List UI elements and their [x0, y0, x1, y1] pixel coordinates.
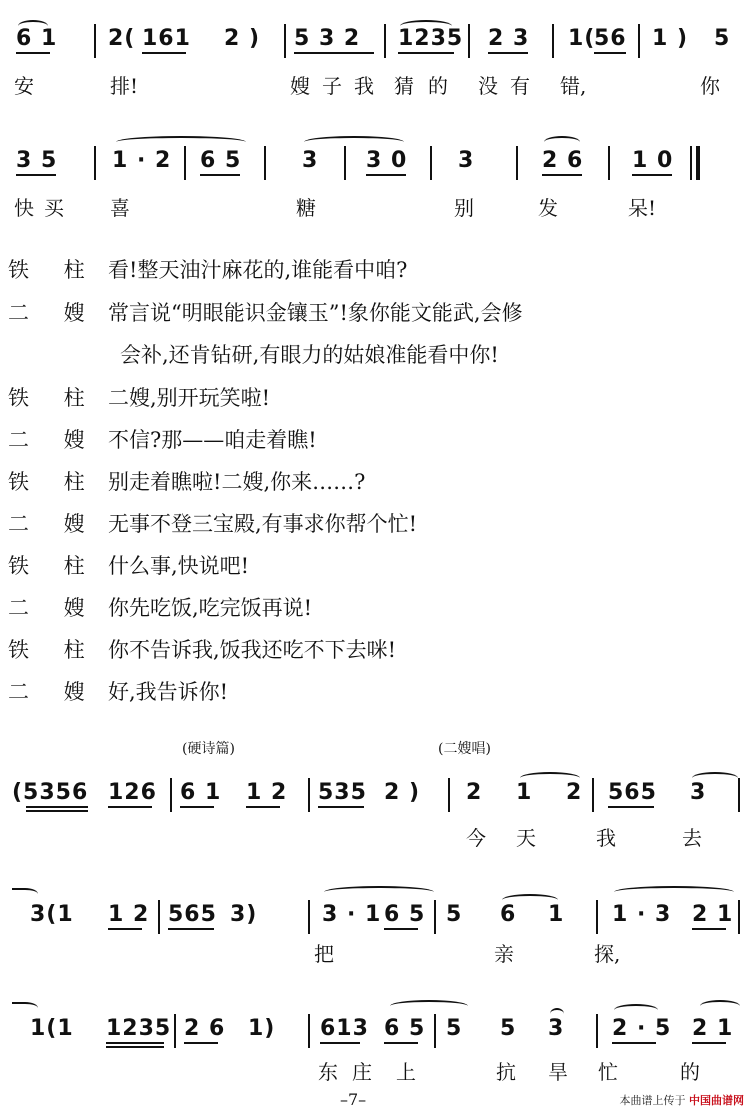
lyric: 排! — [110, 74, 139, 98]
note-group: 3 0 — [366, 148, 408, 173]
note-group: 2( — [108, 26, 136, 51]
note-group: 6 1 — [180, 780, 222, 805]
underline — [106, 1046, 164, 1048]
underline — [488, 52, 528, 54]
note-group: 3(1 — [30, 902, 74, 927]
lyric: 猜 — [394, 74, 414, 98]
dialogue-line — [8, 592, 312, 622]
note-group: 2 6 — [184, 1016, 226, 1041]
underline — [16, 174, 56, 176]
note-group: 1 · 3 — [612, 902, 672, 927]
barline — [184, 146, 186, 180]
line-text: 你先吃饭,吃完饭再说! — [108, 596, 313, 620]
note-group: 2 ) — [384, 780, 421, 805]
speaker: 二 嫂 — [8, 428, 99, 452]
note-group: 126 — [108, 780, 157, 805]
note-group: 3 — [302, 148, 319, 173]
underline — [608, 806, 654, 808]
barline — [308, 1014, 310, 1048]
slur — [614, 1004, 658, 1016]
underline — [594, 52, 626, 54]
note-group: 2 — [566, 780, 583, 805]
speaker: 铁 柱 — [8, 258, 99, 282]
barline — [738, 778, 740, 812]
note-group: 2 — [466, 780, 483, 805]
score-row-5 — [12, 1008, 742, 1048]
lyric: 旱 — [548, 1060, 568, 1084]
barline — [516, 146, 518, 180]
dialogue-line — [8, 382, 270, 412]
lyric: 把 — [314, 942, 334, 966]
note-group: 5 — [714, 26, 731, 51]
underline — [142, 52, 186, 54]
note-group: 1 ) — [652, 26, 689, 51]
line-text: 不信?那——咱走着瞧! — [108, 428, 317, 452]
lyric: 买 — [44, 196, 64, 220]
underline — [180, 806, 214, 808]
slur — [614, 886, 734, 898]
underline — [384, 1042, 418, 1044]
underline — [398, 52, 454, 54]
slur — [18, 20, 48, 32]
barline — [592, 778, 594, 812]
lyric: 抗 — [496, 1060, 516, 1084]
lyric: 嫂 — [290, 74, 310, 98]
slur — [550, 1008, 564, 1020]
lyric: 发 — [538, 196, 558, 220]
line-text: 好,我告诉你! — [108, 680, 229, 704]
barline — [94, 24, 96, 58]
lyric: 东 — [318, 1060, 338, 1084]
underline — [384, 928, 418, 930]
note-group: 6 1 — [16, 26, 58, 51]
note-group: 1( — [568, 26, 596, 51]
note-group: 5 — [500, 1016, 517, 1041]
slur — [304, 136, 404, 148]
underline — [26, 806, 88, 808]
speaker: 铁 柱 — [8, 470, 99, 494]
note-group: 565 — [168, 902, 217, 927]
lyric: 忙 — [598, 1060, 618, 1084]
slur — [400, 20, 452, 32]
note-group: 2 3 — [488, 26, 530, 51]
slur — [390, 1000, 468, 1012]
underline — [168, 928, 214, 930]
line-text: 什么事,快说吧! — [108, 554, 250, 578]
barline — [308, 900, 310, 934]
note-group: 1 — [548, 902, 565, 927]
lyric: 快 — [14, 196, 34, 220]
note-group: 6 5 — [384, 902, 426, 927]
barline — [384, 24, 386, 58]
underline — [200, 174, 240, 176]
lyric: 糖 — [296, 196, 316, 220]
barline — [434, 900, 436, 934]
underline — [692, 1042, 726, 1044]
barline — [284, 24, 286, 58]
underline — [294, 52, 374, 54]
score-row-4 — [12, 894, 742, 934]
note-group: 565 — [608, 780, 657, 805]
barline — [170, 778, 172, 812]
score-row-1 — [12, 18, 742, 58]
speaker: 二 嫂 — [8, 512, 99, 536]
note-group: (5356 — [12, 780, 89, 805]
note-group: 1) — [248, 1016, 276, 1041]
score-row-2 — [12, 140, 742, 180]
note-group: 1(1 — [30, 1016, 74, 1041]
barline — [690, 146, 692, 180]
underline — [320, 1042, 360, 1044]
page-number: –7– — [340, 1090, 367, 1109]
note-group: 6 — [500, 902, 517, 927]
note-group: 6 5 — [200, 148, 242, 173]
lyric: 庄 — [352, 1060, 372, 1084]
speaker: 二 嫂 — [8, 596, 99, 620]
note-group: 1 0 — [632, 148, 674, 173]
note-group: 1235 — [398, 26, 464, 51]
note-group: 3 — [690, 780, 707, 805]
underline — [692, 928, 726, 930]
note-group: 5 — [446, 1016, 463, 1041]
singer-caption: (二嫂唱) — [438, 741, 491, 757]
lyric: 天 — [516, 826, 536, 850]
barline — [596, 1014, 598, 1048]
note-group: 5 3 2 — [294, 26, 361, 51]
note-group: 3 · 1 — [322, 902, 382, 927]
lyric: 我 — [354, 74, 374, 98]
underline — [108, 806, 152, 808]
line-text: 常言说“明眼能识金镶玉”!象你能文能武,会修 — [108, 301, 523, 325]
barline — [174, 1014, 176, 1048]
dialogue-line — [8, 550, 249, 580]
note-group: 2 6 — [542, 148, 584, 173]
slur — [700, 1000, 740, 1012]
lyric: 去 — [682, 826, 702, 850]
note-group: 2 1 — [692, 902, 734, 927]
lyric: 没 — [478, 74, 498, 98]
note-group: 6 5 — [384, 1016, 426, 1041]
barline — [468, 24, 470, 58]
lyric: 今 — [466, 826, 486, 850]
lyric: 错, — [560, 74, 587, 98]
dialogue-line — [8, 676, 228, 706]
lyric: 子 — [322, 74, 342, 98]
dialogue-line — [8, 424, 317, 454]
barline — [608, 146, 610, 180]
dialogue-continuation: 会补,还肯钻研,有眼力的姑娘准能看中你! — [120, 343, 499, 367]
underline — [612, 1042, 656, 1044]
lyric: 亲 — [494, 942, 514, 966]
speaker: 二 嫂 — [8, 680, 99, 704]
line-text: 看!整天油汁麻花的,谁能看中咱? — [108, 258, 408, 282]
underline — [106, 1042, 164, 1044]
barline — [738, 900, 740, 934]
slur — [692, 772, 738, 784]
note-group: 1 · 2 — [112, 148, 172, 173]
line-text: 别走着瞧啦!二嫂,你来……? — [108, 470, 366, 494]
barline — [94, 146, 96, 180]
footer — [620, 1092, 745, 1108]
barline — [434, 1014, 436, 1048]
barline — [264, 146, 266, 180]
barline — [552, 24, 554, 58]
lyric: 的 — [680, 1060, 700, 1084]
note-group: 5 — [446, 902, 463, 927]
dialogue-line — [8, 297, 523, 327]
barline — [158, 900, 160, 934]
lyric: 呆! — [628, 196, 657, 220]
dialogue-line — [8, 466, 365, 496]
barline — [638, 24, 640, 58]
note-group: 3) — [230, 902, 258, 927]
speaker: 二 嫂 — [8, 301, 99, 325]
underline — [108, 928, 142, 930]
barline — [696, 146, 700, 180]
note-group: 1 — [516, 780, 533, 805]
note-group: 535 — [318, 780, 367, 805]
section-caption: (硬诗篇) — [182, 741, 235, 757]
score-row-3 — [12, 772, 742, 812]
barline — [308, 778, 310, 812]
underline — [246, 806, 280, 808]
underline — [184, 1042, 218, 1044]
barline — [430, 146, 432, 180]
slur — [544, 136, 580, 148]
dialogue-line — [8, 254, 407, 284]
footer-text: 本曲谱上传于 — [619, 1094, 686, 1107]
lyric: 别 — [454, 196, 474, 220]
underline — [632, 174, 672, 176]
note-group: 1 2 — [246, 780, 288, 805]
lyric: 探, — [594, 942, 621, 966]
slur — [12, 1002, 38, 1014]
underline — [16, 52, 50, 54]
underline — [26, 810, 88, 812]
slur — [116, 136, 246, 148]
note-group: 3 5 — [16, 148, 58, 173]
note-group: 2 · 5 — [612, 1016, 672, 1041]
site-logo[interactable]: 中国曲谱网 — [689, 1094, 744, 1107]
dialogue-line — [8, 508, 417, 538]
barline — [596, 900, 598, 934]
speaker: 铁 柱 — [8, 386, 99, 410]
line-text: 无事不登三宝殿,有事求你帮个忙! — [108, 512, 418, 536]
underline — [318, 806, 364, 808]
note-group: 2 ) — [224, 26, 261, 51]
note-group: 3 — [458, 148, 475, 173]
line-text: 你不告诉我,饭我还吃不下去咪! — [108, 638, 397, 662]
slur — [12, 888, 38, 900]
barline — [344, 146, 346, 180]
lyric: 安 — [14, 74, 34, 98]
lyric: 有 — [510, 74, 530, 98]
note-group: 161 — [142, 26, 191, 51]
lyric: 上 — [396, 1060, 416, 1084]
note-group: 2 1 — [692, 1016, 734, 1041]
lyric: 你 — [700, 74, 720, 98]
speaker: 铁 柱 — [8, 638, 99, 662]
speaker: 铁 柱 — [8, 554, 99, 578]
note-group: 56 — [594, 26, 627, 51]
lyric: 喜 — [110, 196, 130, 220]
underline — [542, 174, 582, 176]
barline — [448, 778, 450, 812]
underline — [366, 174, 406, 176]
note-group: 3 — [548, 1016, 565, 1041]
line-text: 二嫂,别开玩笑啦! — [108, 386, 271, 410]
lyric: 的 — [428, 74, 448, 98]
dialogue-line — [8, 634, 396, 664]
note-group: 613 — [320, 1016, 369, 1041]
lyric: 我 — [596, 826, 616, 850]
note-group: 1 2 — [108, 902, 150, 927]
note-group: 1235 — [106, 1016, 172, 1041]
slur — [324, 886, 434, 898]
